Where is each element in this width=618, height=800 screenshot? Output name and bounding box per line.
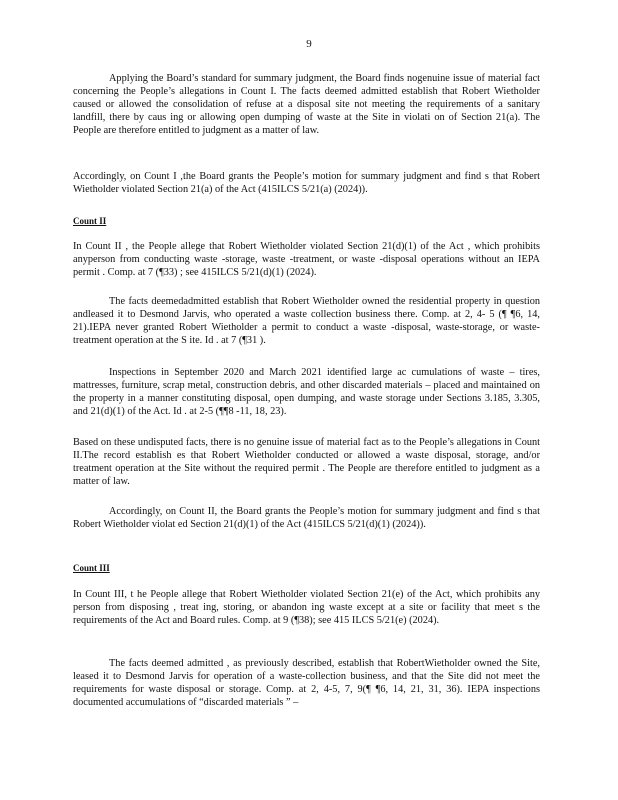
heading-count-ii: Count II	[73, 216, 107, 226]
paragraph-count2-inspections: Inspections in September 2020 and March 2021 identified large ac cumulations of waste – tires, mattresses, furniture, scrap metal, construction debris, and other discarded materials – placed and maintained on the property in a manner constituting disposal, open dumping, and waste storage under Sections 3.185, 3.305, and 21(d)(1) of the Act. Id . at 2-5 (¶¶8 -11, 18, 23).	[73, 367, 540, 417]
paragraph-count2-allegation: In Count II , the People allege that Robert Wietholder violated Section 21(d)(1) of the Act , which prohibits anyperson from conducting waste -storage, waste -treatment, or waste -disposal operations without an IEPA permit . Comp. at 7 (¶33) ; see 415ILCS 5/21(d)(1) (2024).	[73, 241, 540, 278]
paragraph-count2-facts: The facts deemedadmitted establish that Robert Wietholder owned the residential property in question andleased it to Desmond Jarvis, who operated a waste collection business there. Comp. at 2, 4- 5 (¶ ¶6, 14, 21).IEPA never granted Robert Wietholder a permit to conduct a waste -disposal, waste-storage, or waste- treatment operation at the S ite. Id . at 7 (¶31 ).	[73, 296, 540, 346]
paragraph-count1-analysis: Applying the Board’s standard for summary judgment, the Board finds nogenuine issue of material fact concerning the People’s allegations in Count I. The facts deemed admitted establish that Robert Wietholder caused or allowed the consolidation of refuse at a disposal site not meeting the requirements of a sanitary landfill, there by caus ing or allowing open dumping of waste at the Site in violati on of Section 21(a). The People are therefore entitled to judgment as a matter of law.	[73, 73, 540, 136]
paragraph-count1-conclusion: Accordingly, on Count I ,the Board grants the People’s motion for summary judgment and find s that Robert Wietholder violated Section 21(a) of the Act (415ILCS 5/21(a) (2024)).	[73, 171, 540, 195]
page-number: 9	[306, 38, 312, 50]
paragraph-count3-facts: The facts deemed admitted , as previously described, establish that RobertWietholder owned the Site, leased it to Desmond Jarvis for operation of a waste-collection business, and that the Site did not meet the requirements for waste disposal or storage. Comp. at 2, 4-5, 7, 9(¶ ¶6, 14, 21, 31, 36). IEPA inspections documented accumulations of “discarded materials ” –	[73, 658, 540, 708]
paragraph-count3-allegation: In Count III, t he People allege that Robert Wietholder violated Section 21(e) of the Act, which prohibits any person from disposing , treat ing, storing, or abandon ing waste except at a site or facility that meet s the requirements of the Act and Board rules. Comp. at 9 (¶38); see 415 ILCS 5/21(e) (2024).	[73, 589, 540, 626]
heading-count-iii: Count III	[73, 563, 110, 573]
paragraph-count2-conclusion: Accordingly, on Count II, the Board grants the People’s motion for summary judgment and find s that Robert Wietholder violat ed Section 21(d)(1) of the Act (415ILCS 5/21(d)(1) (2024)).	[73, 506, 540, 530]
paragraph-count2-analysis: Based on these undisputed facts, there is no genuine issue of material fact as to the People’s allegations in Count II.The record establish es that Robert Wietholder conducted or allowed a waste disposal, storage, and/or treatment operation at the Site without the required permit . The People are therefore entitled to judgment as a matter of law.	[73, 437, 540, 487]
